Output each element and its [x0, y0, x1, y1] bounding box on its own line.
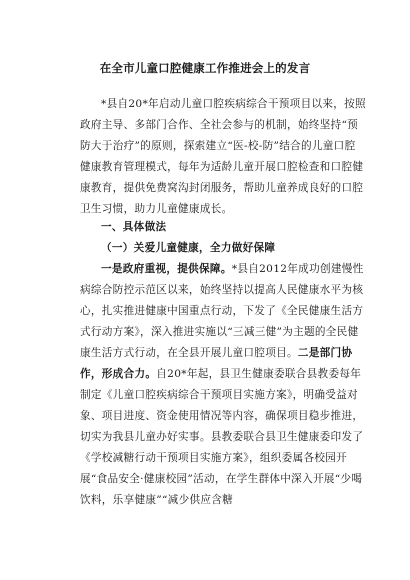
subsection-heading: （一）关爱儿童健康，全力做好保障: [101, 242, 276, 254]
body-paragraph: [80, 259, 366, 511]
section-heading: 一、具体做法: [101, 221, 167, 233]
point-one-lead: 一是政府重视，提供保障。: [101, 263, 232, 275]
point-two-lead: 二是部门协作，形成合力。: [80, 347, 353, 380]
point-two-text: 自20*年起，县卫生健康委联合县教委每年制定《儿童口腔疾病综合干预项目实施方案》，明确受益对象、项目进度、资金使用情况等内容，确保项目稳步推进，切实为我县儿童办好实事。县教委联合县卫生健康委印发了《学校减糖行动干预项目实施方案》，组织委属各校园开展“食品安全·健康校园”活动，在学生群体中深入开展“少喝饮料，乐享健康”“减少供应含糖: [80, 368, 364, 506]
point-one-text: *县自2012年成功创建慢性病综合防控示范区以来，始终坚持以提高人民健康水平为核心，扎实推进健康中国重点行动，下发了《全民健康生活方式行动方案》，深入推进实施以“三减三健”为主题的全民健康生活方式行动，在全县开展儿童口腔项目。: [80, 263, 364, 359]
document-title: 在全市儿童口腔健康工作推进会上的发言: [99, 61, 311, 75]
intro-paragraph: *县自20*年启动儿童口腔疾病综合干预项目以来，按照政府主导、多部门合作、全社会参与的机制，始终坚持“预防大于治疗”的原则，探索建立“医-校-防”结合的儿童口腔健康教育管理模式，每年为适龄儿童开展口腔检查和口腔健康教育，提供免费窝沟封闭服务，帮助儿童养成良好的口腔卫生习惯，助力儿童健康成长。: [80, 98, 366, 215]
